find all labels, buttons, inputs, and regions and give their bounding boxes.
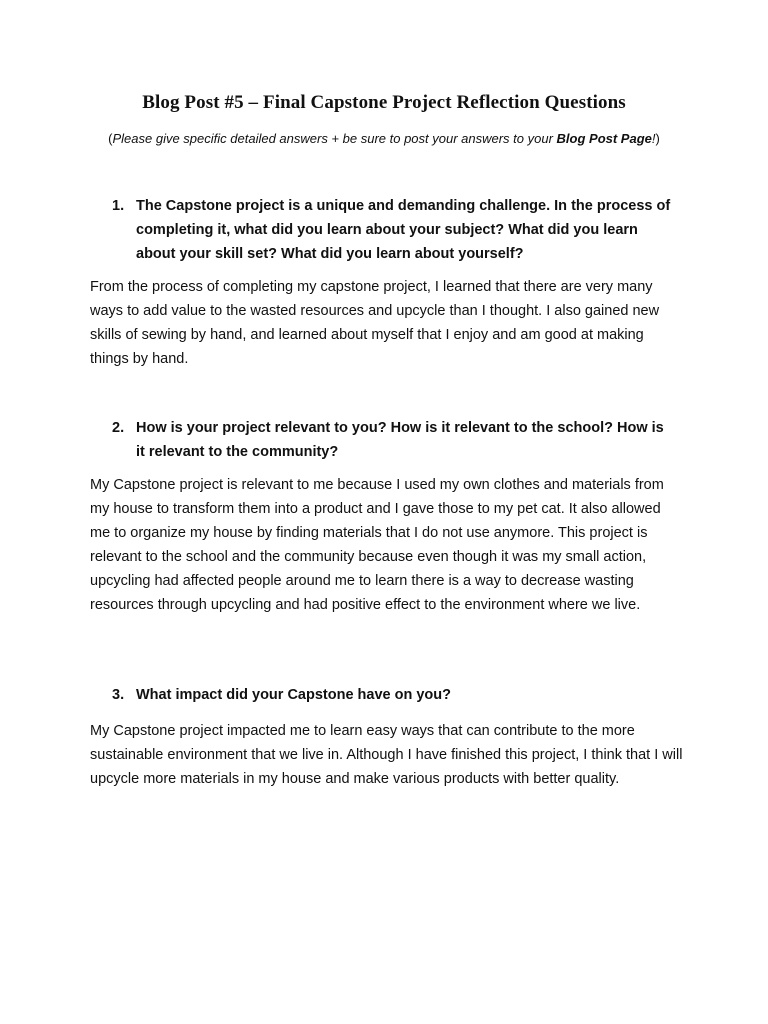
subtitle-open-paren: ( bbox=[108, 131, 113, 146]
question-3 bbox=[112, 683, 672, 707]
question-number: 3. bbox=[112, 687, 125, 703]
question-number: 2. bbox=[112, 420, 125, 436]
answer-1: From the process of completing my capstone project, I learned that there are very many ways to add value to the wasted resources and upcycle than I thought. I also gained new skills of sewing by hand, and learned about myself that I enjoy and am good at making things by hand. bbox=[90, 279, 660, 367]
question-text: What impact did your Capstone have on you? bbox=[136, 687, 451, 703]
subtitle-instruction: Please give specific detailed answers + be sure to post your answers to your bbox=[112, 131, 557, 146]
answer-3: My Capstone project impacted me to learn easy ways that can contribute to the more sustainable environment that we live in. Although I have finished this project, I think that I will upcycle more materials in my house and make various products with better quality. bbox=[90, 723, 683, 787]
question-text: The Capstone project is a unique and demanding challenge. In the process of completing it, what did you learn about your subject? What did you learn about your skill set? What did you learn about yourself? bbox=[136, 198, 671, 262]
page-title: Blog Post #5 – Final Capstone Project Reflection Questions bbox=[142, 92, 626, 113]
instructions-line bbox=[0, 131, 768, 146]
subtitle-exclaim: ! bbox=[651, 131, 656, 146]
question-number: 1. bbox=[112, 198, 125, 214]
subtitle-emphasis: Blog Post Page bbox=[556, 131, 652, 146]
question-1 bbox=[112, 194, 672, 266]
answer-2: My Capstone project is relevant to me because I used my own clothes and materials from my house to transform them into a product and I gave those to my pet cat. It also allowed me to organize my house by finding materials that I do not use anymore. This project is relevant to the school and the community because even though it was my small action, upcycling had affected people around me to learn there is a way to decrease wasting resources through upcycling and had positive effect to the environment where we live. bbox=[90, 477, 664, 613]
question-2 bbox=[112, 416, 672, 464]
subtitle-close-paren: ) bbox=[655, 131, 660, 146]
question-text: How is your project relevant to you? How is it relevant to the school? How is it relevant to the community? bbox=[136, 420, 664, 460]
